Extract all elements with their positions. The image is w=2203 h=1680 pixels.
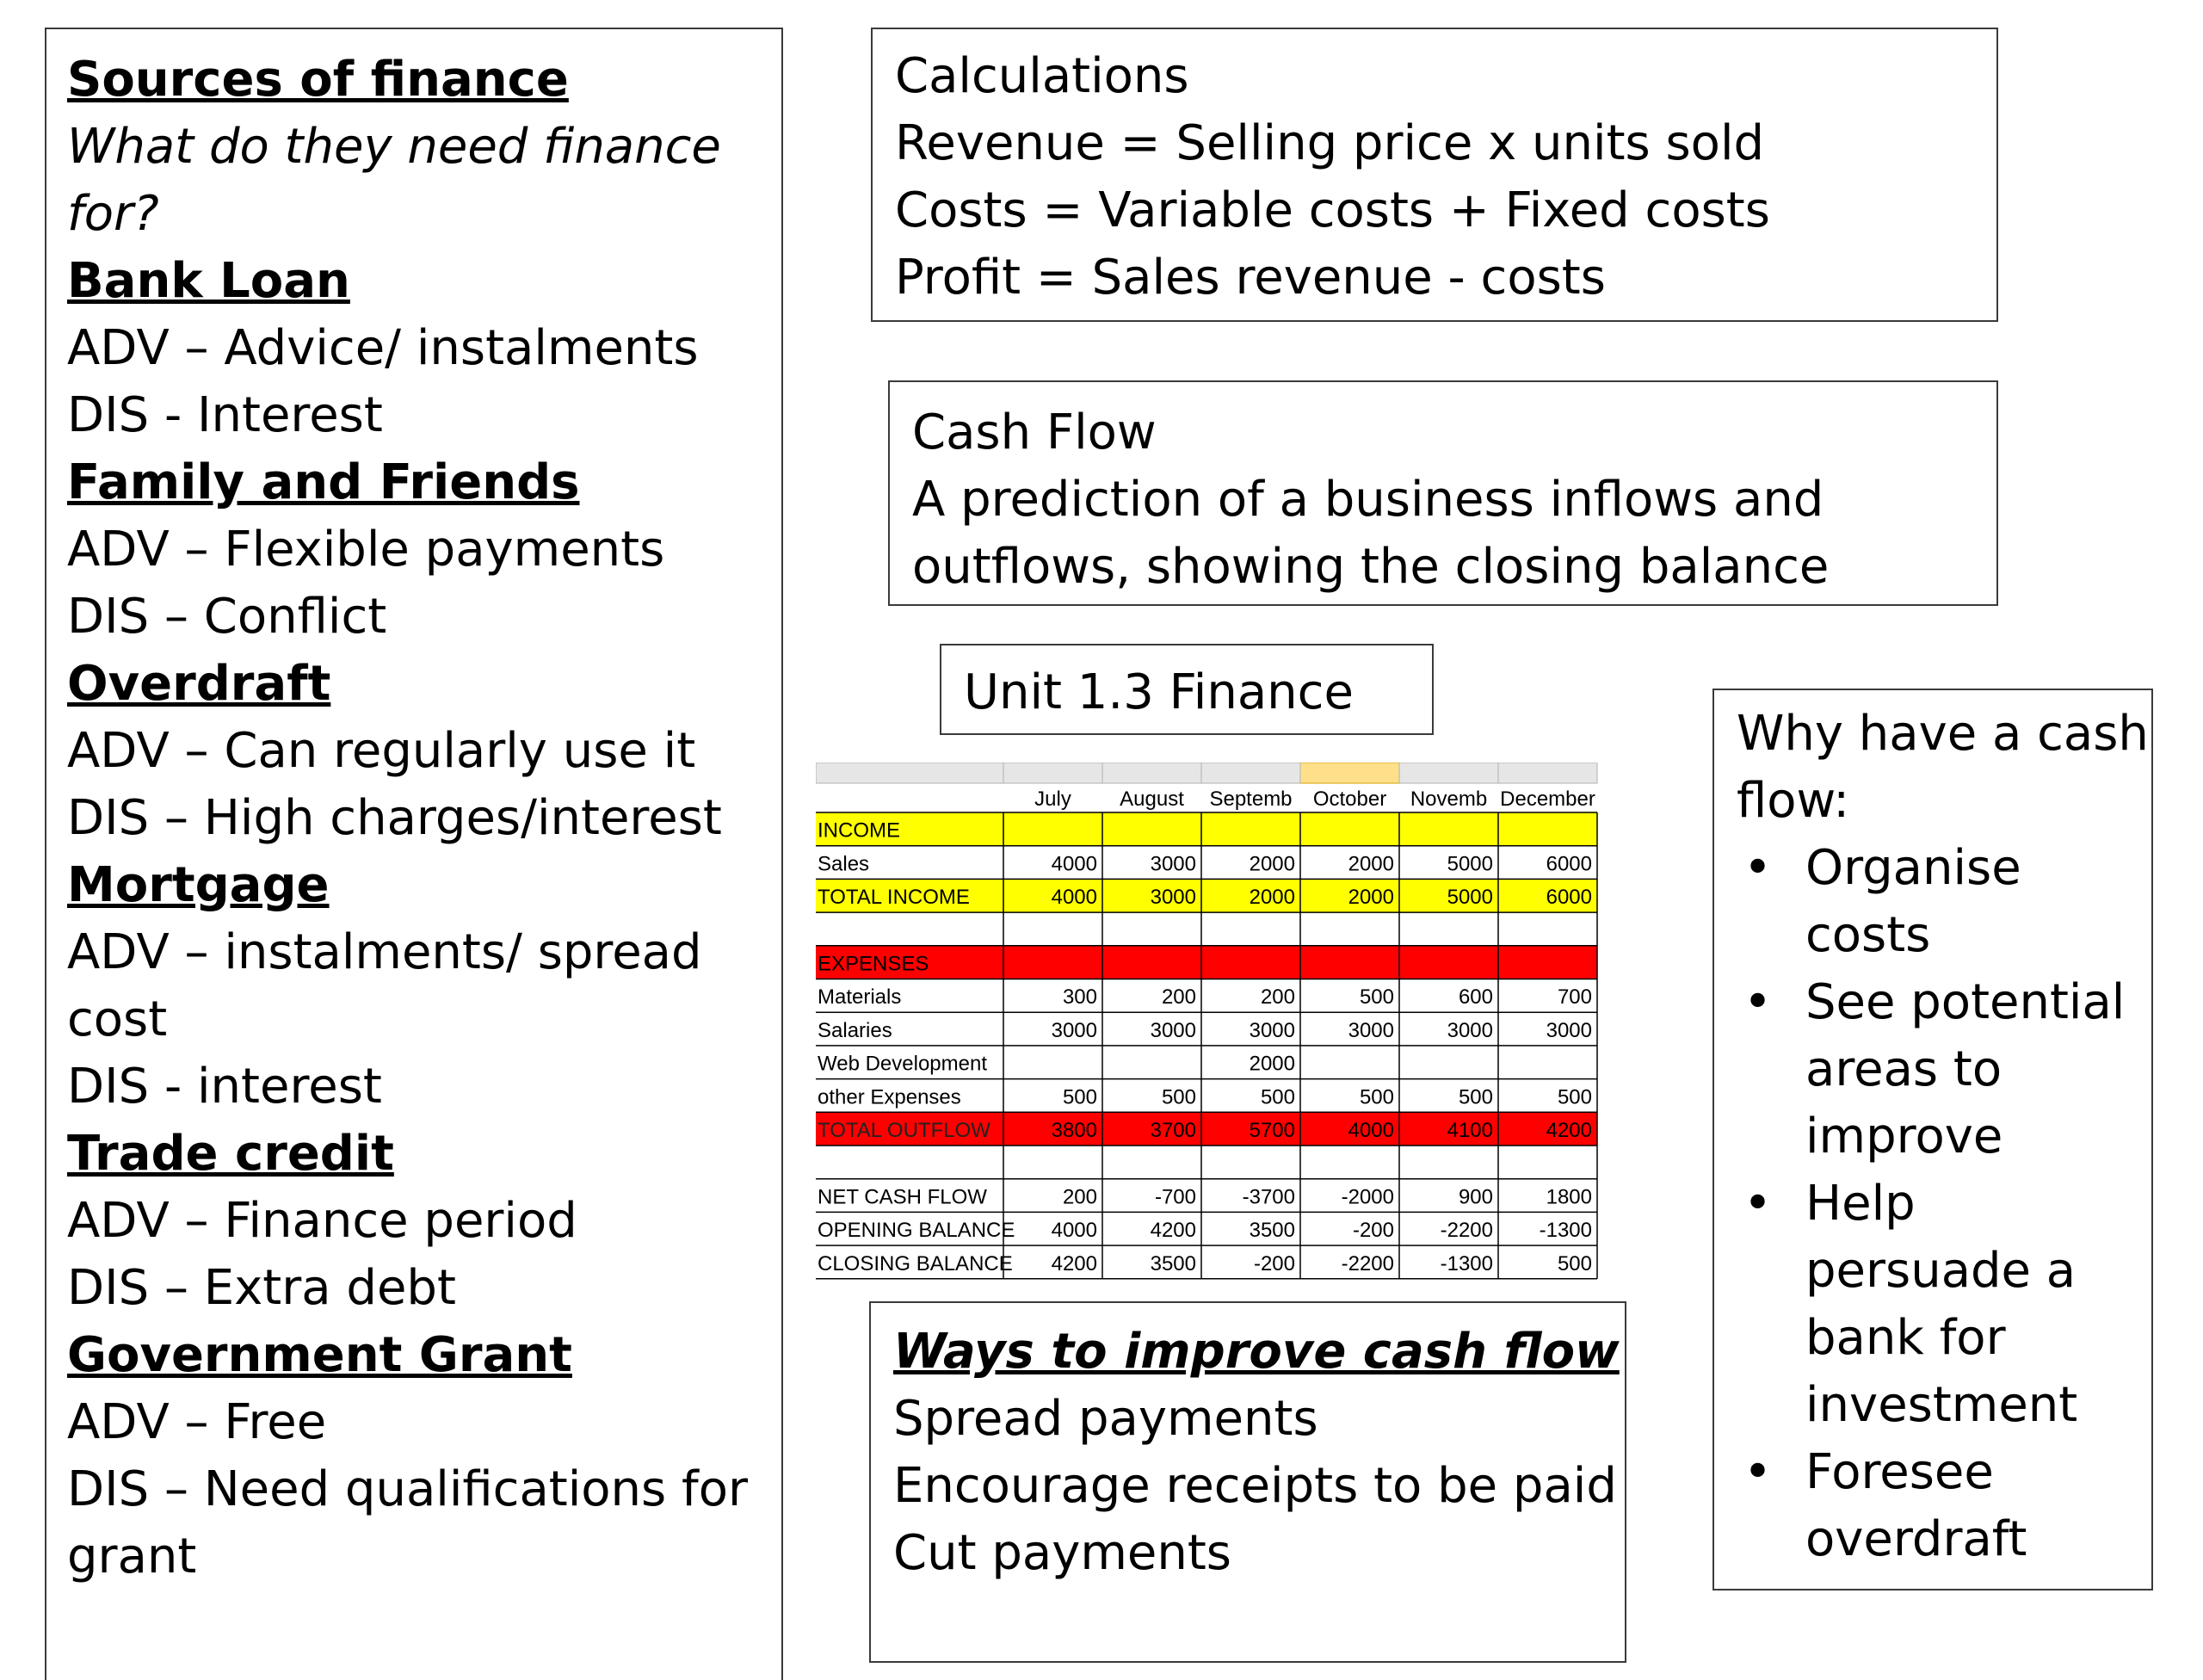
cell-value: 3800 <box>1051 1119 1097 1142</box>
source-point: DIS - interest <box>67 1059 382 1115</box>
sources-of-finance-box <box>45 28 783 1680</box>
row-fill <box>816 946 1597 979</box>
source-point: cost <box>67 991 168 1047</box>
why-reason-text: costs <box>1805 907 1931 963</box>
why-reason-text: See potential <box>1805 974 2126 1030</box>
cell-value: 2000 <box>1348 852 1394 876</box>
cash-flow-definition-line2: outflows, showing the closing balance <box>912 539 1830 595</box>
why-reason-line <box>1737 1506 2129 1573</box>
cell-value: 3000 <box>1150 1018 1196 1042</box>
why-reason-text: overdraft <box>1805 1511 2027 1567</box>
cell-value: 2000 <box>1348 886 1394 910</box>
cell-value: 500 <box>1062 1085 1097 1109</box>
why-reason-text: areas to <box>1805 1041 2002 1097</box>
why-cash-flow-box <box>1712 689 2153 1590</box>
calculation-profit: Profit = Sales revenue - costs <box>895 250 1606 306</box>
cell-value: 500 <box>1359 985 1394 1010</box>
cell-value: 2000 <box>1249 1052 1295 1076</box>
why-reason-text: Organise <box>1805 840 2021 896</box>
why-reason-line <box>1737 969 2129 1036</box>
source-point: ADV – Finance period <box>67 1193 577 1249</box>
cell-value: 4200 <box>1546 1119 1592 1142</box>
cell-value: 200 <box>1062 1185 1097 1209</box>
cell-value: 500 <box>1557 1085 1592 1109</box>
sources-question-line1: What do they need finance <box>67 119 721 175</box>
why-reason-line <box>1737 1170 2129 1238</box>
row-fill <box>816 812 1597 846</box>
why-reason-text: persuade a <box>1805 1243 2076 1299</box>
improve-cash-flow-box <box>869 1301 1626 1663</box>
cell-value: 3000 <box>1051 1018 1097 1042</box>
cell-value: 2000 <box>1249 886 1295 910</box>
cell-value: -200 <box>1253 1251 1295 1275</box>
cell-value: 5000 <box>1447 852 1493 876</box>
cell-value: 6000 <box>1546 886 1592 910</box>
improve-title: Ways to improve cash flow <box>893 1324 1620 1380</box>
why-reason-text: bank for <box>1805 1310 2006 1366</box>
why-reason-text: improve <box>1805 1109 2003 1164</box>
cell-value: 200 <box>1260 985 1295 1010</box>
cell-value: -2000 <box>1341 1185 1394 1209</box>
sources-title: Sources of finance <box>67 52 569 108</box>
row-label: EXPENSES <box>818 952 929 976</box>
source-point: DIS – High charges/interest <box>67 790 722 846</box>
why-reason-line <box>1737 1103 2129 1170</box>
selected-column-header <box>1300 763 1399 783</box>
cell-value: 3500 <box>1249 1219 1295 1243</box>
cash-flow-spreadsheet <box>816 763 1625 1305</box>
source-point: ADV – instalments/ spread <box>67 924 702 980</box>
source-point: ADV – Can regularly use it <box>67 723 696 779</box>
improve-item: Cut payments <box>893 1525 1231 1581</box>
row-label: NET CASH FLOW <box>818 1185 987 1209</box>
improve-item: Spread payments <box>893 1391 1318 1447</box>
row-label: TOTAL OUTFLOW <box>818 1119 990 1142</box>
why-reason-text: investment <box>1805 1377 2078 1433</box>
source-point: DIS - Interest <box>67 387 383 443</box>
bullet-icon: • <box>1743 1176 1773 1232</box>
row-label: TOTAL INCOME <box>818 886 970 910</box>
row-label: Salaries <box>818 1018 892 1042</box>
source-heading: Government Grant <box>67 1327 572 1383</box>
source-point: ADV – Advice/ instalments <box>67 320 699 376</box>
cell-value: 2000 <box>1249 852 1295 876</box>
cell-value: 500 <box>1260 1085 1295 1109</box>
cell-value: 4000 <box>1051 886 1097 910</box>
unit-title-box <box>940 644 1434 735</box>
cell-value: 3000 <box>1348 1018 1394 1042</box>
row-label: Sales <box>818 852 870 876</box>
cell-value: 6000 <box>1546 852 1592 876</box>
source-point: DIS – Conflict <box>67 589 387 645</box>
cell-value: 500 <box>1458 1085 1493 1109</box>
cell-value: 5000 <box>1447 886 1493 910</box>
calculation-costs: Costs = Variable costs + Fixed costs <box>895 182 1770 238</box>
cell-value: 500 <box>1359 1085 1394 1109</box>
cell-value: 3000 <box>1546 1018 1592 1042</box>
why-title-line2: flow: <box>1737 773 1850 829</box>
source-heading: Trade credit <box>67 1126 394 1182</box>
why-reasons-list <box>1737 835 2129 1573</box>
why-reason-line <box>1737 835 2129 902</box>
month-label: Septemb <box>1209 788 1293 811</box>
source-heading: Overdraft <box>67 656 331 712</box>
row-label: other Expenses <box>818 1085 961 1109</box>
cell-value: -1300 <box>1440 1251 1493 1275</box>
source-point: ADV – Free <box>67 1394 327 1450</box>
cell-value: 4200 <box>1150 1219 1196 1243</box>
cell-value: 300 <box>1062 985 1097 1010</box>
cell-value: -3700 <box>1242 1185 1295 1209</box>
row-label: CLOSING BALANCE <box>818 1251 1013 1275</box>
why-title-line1: Why have a cash <box>1737 706 2149 762</box>
cell-value: 4200 <box>1051 1251 1097 1275</box>
cell-value: 200 <box>1161 985 1196 1010</box>
month-label: Novemb <box>1410 788 1488 811</box>
row-label: INCOME <box>818 818 900 843</box>
month-label: October <box>1312 788 1387 811</box>
source-point: DIS – Extra debt <box>67 1260 456 1316</box>
cash-flow-title: Cash Flow <box>912 405 1157 460</box>
sources-question-line2: for? <box>67 186 159 242</box>
cash-flow-box <box>888 380 1998 606</box>
cash-flow-definition-line1: A prediction of a business inflows and <box>912 472 1824 528</box>
cell-value: 3000 <box>1150 886 1196 910</box>
cell-value: 3500 <box>1150 1251 1196 1275</box>
cell-value: 500 <box>1161 1085 1196 1109</box>
row-label: Web Development <box>818 1052 987 1076</box>
cell-value: 3000 <box>1150 852 1196 876</box>
source-heading: Bank Loan <box>67 253 350 309</box>
cell-value: 4000 <box>1051 1219 1097 1243</box>
source-point: DIS – Need qualifications for <box>67 1461 749 1517</box>
calculation-revenue: Revenue = Selling price x units sold <box>895 115 1765 171</box>
why-reason-text: Help <box>1805 1176 1916 1232</box>
cell-value: 500 <box>1557 1251 1592 1275</box>
month-label: August <box>1120 788 1184 811</box>
cell-value: 600 <box>1458 985 1493 1010</box>
source-point: ADV – Flexible payments <box>67 522 665 578</box>
column-header-strip <box>816 763 1597 783</box>
why-reason-line <box>1737 1238 2129 1305</box>
why-reason-line <box>1737 1439 2129 1506</box>
cell-value: 4100 <box>1447 1119 1493 1142</box>
source-heading: Family and Friends <box>67 454 580 510</box>
bullet-icon: • <box>1743 1444 1773 1500</box>
calculations-title: Calculations <box>895 48 1189 104</box>
cell-value: -200 <box>1352 1219 1394 1243</box>
why-reason-text: Foresee <box>1805 1444 1994 1500</box>
source-heading: Mortgage <box>67 857 330 913</box>
why-reason-line <box>1737 1036 2129 1103</box>
month-label: December <box>1500 788 1595 811</box>
cell-value: 3000 <box>1447 1018 1493 1042</box>
source-point: grant <box>67 1529 197 1584</box>
cell-value: -1300 <box>1539 1219 1592 1243</box>
cell-value: -2200 <box>1440 1219 1493 1243</box>
improve-item: Encourage receipts to be paid <box>893 1458 1617 1514</box>
cell-value: 900 <box>1458 1185 1493 1209</box>
row-label: OPENING BALANCE <box>818 1219 1015 1243</box>
bullet-icon: • <box>1743 840 1773 896</box>
cell-value: 3000 <box>1249 1018 1295 1042</box>
cell-value: 3700 <box>1150 1119 1196 1142</box>
cell-value: 700 <box>1557 985 1592 1010</box>
cell-value: 1800 <box>1546 1185 1592 1209</box>
row-label: Materials <box>818 985 902 1010</box>
cell-value: 4000 <box>1051 852 1097 876</box>
calculations-box <box>871 28 1998 322</box>
why-reason-line <box>1737 1372 2129 1439</box>
why-reason-line <box>1737 902 2129 969</box>
unit-title: Unit 1.3 Finance <box>964 664 1354 720</box>
cell-value: 5700 <box>1249 1119 1295 1142</box>
cell-value: 4000 <box>1348 1119 1394 1142</box>
why-reason-line <box>1737 1305 2129 1372</box>
bullet-icon: • <box>1743 974 1773 1030</box>
sources-sections <box>67 248 761 1590</box>
spreadsheet-svg <box>816 763 1625 1305</box>
cell-value: -700 <box>1154 1185 1196 1209</box>
cell-value: -2200 <box>1341 1251 1394 1275</box>
month-label: July <box>1034 788 1071 811</box>
